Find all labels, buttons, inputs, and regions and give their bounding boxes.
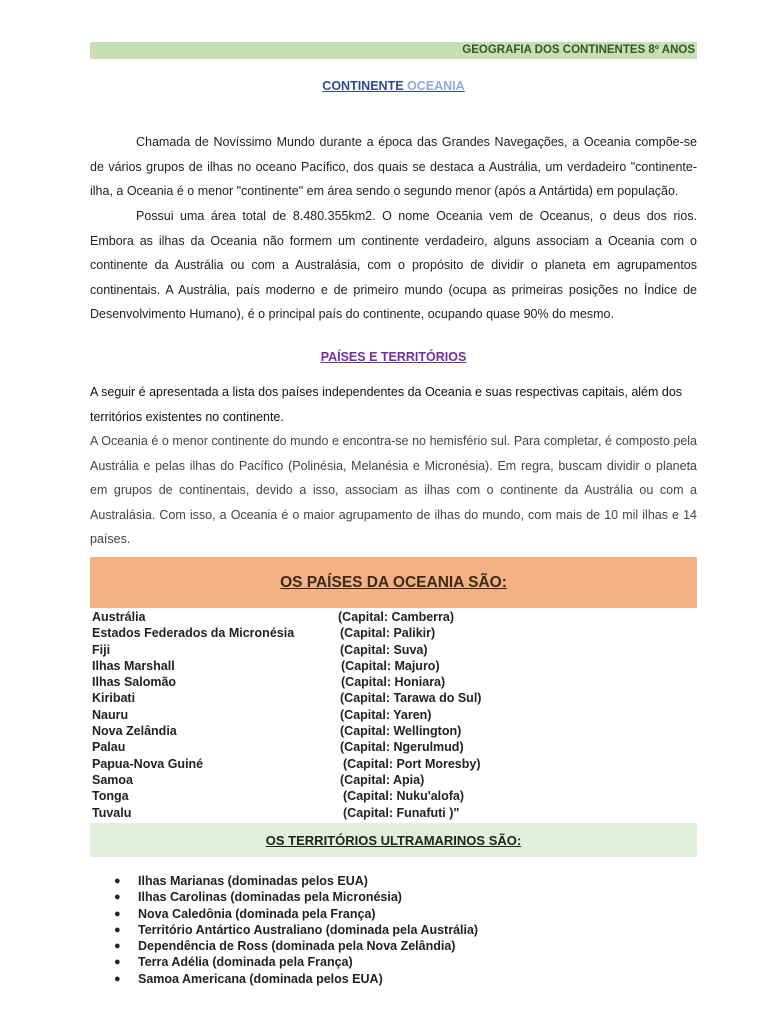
list-item — [112, 873, 672, 889]
territory-label: Terra Adélia (dominada pela França) — [138, 955, 353, 970]
countries-heading-band — [90, 557, 697, 608]
document-title — [90, 79, 697, 93]
bullet-dot-icon: ● — [114, 907, 121, 920]
country-name: Tonga — [92, 789, 129, 804]
paragraph-intro: Chamada de Novíssimo Mundo durante a época das Grandes Navegações, a Oceania compõe-se de vários grupos de ilhas no oceano Pacífico, dos quais se destaca a Austrália, um verdadeiro "continente-ilha, a Oceania é o menor "continente" em área sendo o segundo menor (após a Antártida) em população. — [90, 135, 697, 198]
country-name: Nauru — [92, 707, 129, 722]
country-name: Ilhas Marshall — [92, 658, 175, 673]
country-capital: (Capital: Yaren) — [340, 707, 432, 722]
bullet-dot-icon: ● — [114, 923, 121, 936]
bullet-dot-icon: ● — [114, 972, 121, 985]
document-header-band — [90, 42, 697, 59]
country-list — [90, 609, 697, 821]
country-name: Samoa — [92, 772, 133, 787]
country-capital: (Capital: Nuku'alofa) — [343, 789, 465, 804]
territory-list — [112, 873, 672, 987]
territory-label: Nova Caledônia (dominada pela França) — [138, 906, 376, 921]
country-row — [90, 756, 697, 772]
document-title-part1: CONTINENTE — [322, 79, 408, 93]
list-item — [112, 922, 672, 938]
country-capital: (Capital: Camberra) — [338, 610, 454, 624]
country-row — [90, 723, 697, 739]
country-row — [90, 707, 697, 723]
list-item — [112, 938, 672, 954]
bullet-dot-icon: ● — [114, 875, 121, 887]
country-row — [90, 658, 697, 674]
country-name: Estados Federados da Micronésia — [92, 626, 295, 641]
country-name: Palau — [92, 740, 126, 755]
country-capital: (Capital: Wellington) — [340, 724, 462, 739]
list-item — [112, 954, 672, 970]
country-row — [90, 625, 697, 641]
country-name: Fiji — [92, 642, 111, 657]
territory-label: Ilhas Carolinas (dominadas pela Micronésia) — [138, 890, 402, 905]
country-capital: (Capital: Suva) — [340, 642, 428, 657]
list-item — [112, 971, 672, 987]
country-row — [90, 772, 697, 788]
country-row — [90, 642, 697, 658]
territory-label: Ilhas Marianas (dominadas pelos EUA) — [138, 874, 368, 888]
country-capital: (Capital: Ngerulmud) — [340, 740, 464, 755]
country-capital: (Capital: Honiara) — [341, 675, 446, 690]
territories-heading-band — [90, 823, 697, 857]
country-row — [90, 739, 697, 755]
countries-heading: OS PAÍSES DA OCEANIA SÃO: — [280, 573, 507, 591]
document-header-title: GEOGRAFIA DOS CONTINENTES 8º ANOS — [462, 44, 695, 56]
country-capital: (Capital: Apia) — [340, 772, 425, 787]
territory-label: Território Antártico Australiano (dominada pela Austrália) — [138, 922, 479, 937]
country-capital: (Capital: Port Moresby) — [343, 756, 481, 771]
country-name: Austrália — [92, 610, 146, 624]
country-capital: (Capital: Majuro) — [341, 658, 440, 673]
list-item — [112, 906, 672, 922]
country-capital: (Capital: Tarawa do Sul) — [340, 691, 482, 706]
country-name: Tuvalu — [92, 805, 132, 820]
country-name: Kiribati — [92, 691, 136, 706]
territories-heading: OS TERRITÓRIOS ULTRAMARINOS SÃO: — [265, 832, 522, 848]
bullet-dot-icon: ● — [114, 956, 121, 969]
document-title-part2: OCEANIA — [407, 79, 465, 93]
country-capital: (Capital: Palikir) — [340, 626, 436, 641]
territory-label: Samoa Americana (dominada pelos EUA) — [138, 971, 383, 986]
territory-label: Dependência de Ross (dominada pela Nova Zelândia) — [138, 939, 456, 954]
section-heading-countries-territories: PAÍSES E TERRITÓRIOS — [320, 350, 467, 364]
bullet-dot-icon: ● — [114, 940, 121, 953]
bullet-dot-icon: ● — [114, 891, 121, 904]
country-name: Papua-Nova Guiné — [92, 756, 204, 771]
country-row — [90, 674, 697, 690]
country-row — [90, 788, 697, 804]
country-capital: (Capital: Funafuti )" — [343, 805, 460, 820]
country-row — [90, 805, 697, 821]
country-row — [90, 609, 697, 625]
paragraph-list-intro: A seguir é apresentada a lista dos países independentes da Oceania e suas respectivas capitais, além dos territórios existentes no continente. — [90, 385, 683, 424]
paragraph-summary: A Oceania é o menor continente do mundo e encontra-se no hemisfério sul. Para completar, é composto pela Austrália e pelas ilhas do Pacífico (Polinésia, Melanésia e Micronésia). Em regra, buscam dividir o planeta em grupos de continentais, devido a isso, associam as ilhas com o continente da Austrália ou com a Australásia. Com isso, a Oceania é o maior agrupamento de ilhas do mundo, com mais de 10 mil ilhas e 14 países. — [90, 434, 697, 546]
country-name: Ilhas Salomão — [92, 675, 177, 690]
list-item — [112, 889, 672, 905]
country-row — [90, 690, 697, 706]
country-name: Nova Zelândia — [92, 724, 177, 739]
paragraph-area: Possui uma área total de 8.480.355km2. O nome Oceania vem de Oceanus, o deus dos rios. Embora as ilhas da Oceania não formem um continente verdadeiro, alguns associam a Oceania com o continente da Austrália ou com a Australásia, com o propósito de dividir o planeta em agrupamentos continentais. A Austrália, país moderno e de primeiro mundo (ocupa as primeiras posições no Índice de Desenvolvimento Humano), é o principal país do continente, ocupando quase 90% do mesmo. — [90, 209, 697, 321]
